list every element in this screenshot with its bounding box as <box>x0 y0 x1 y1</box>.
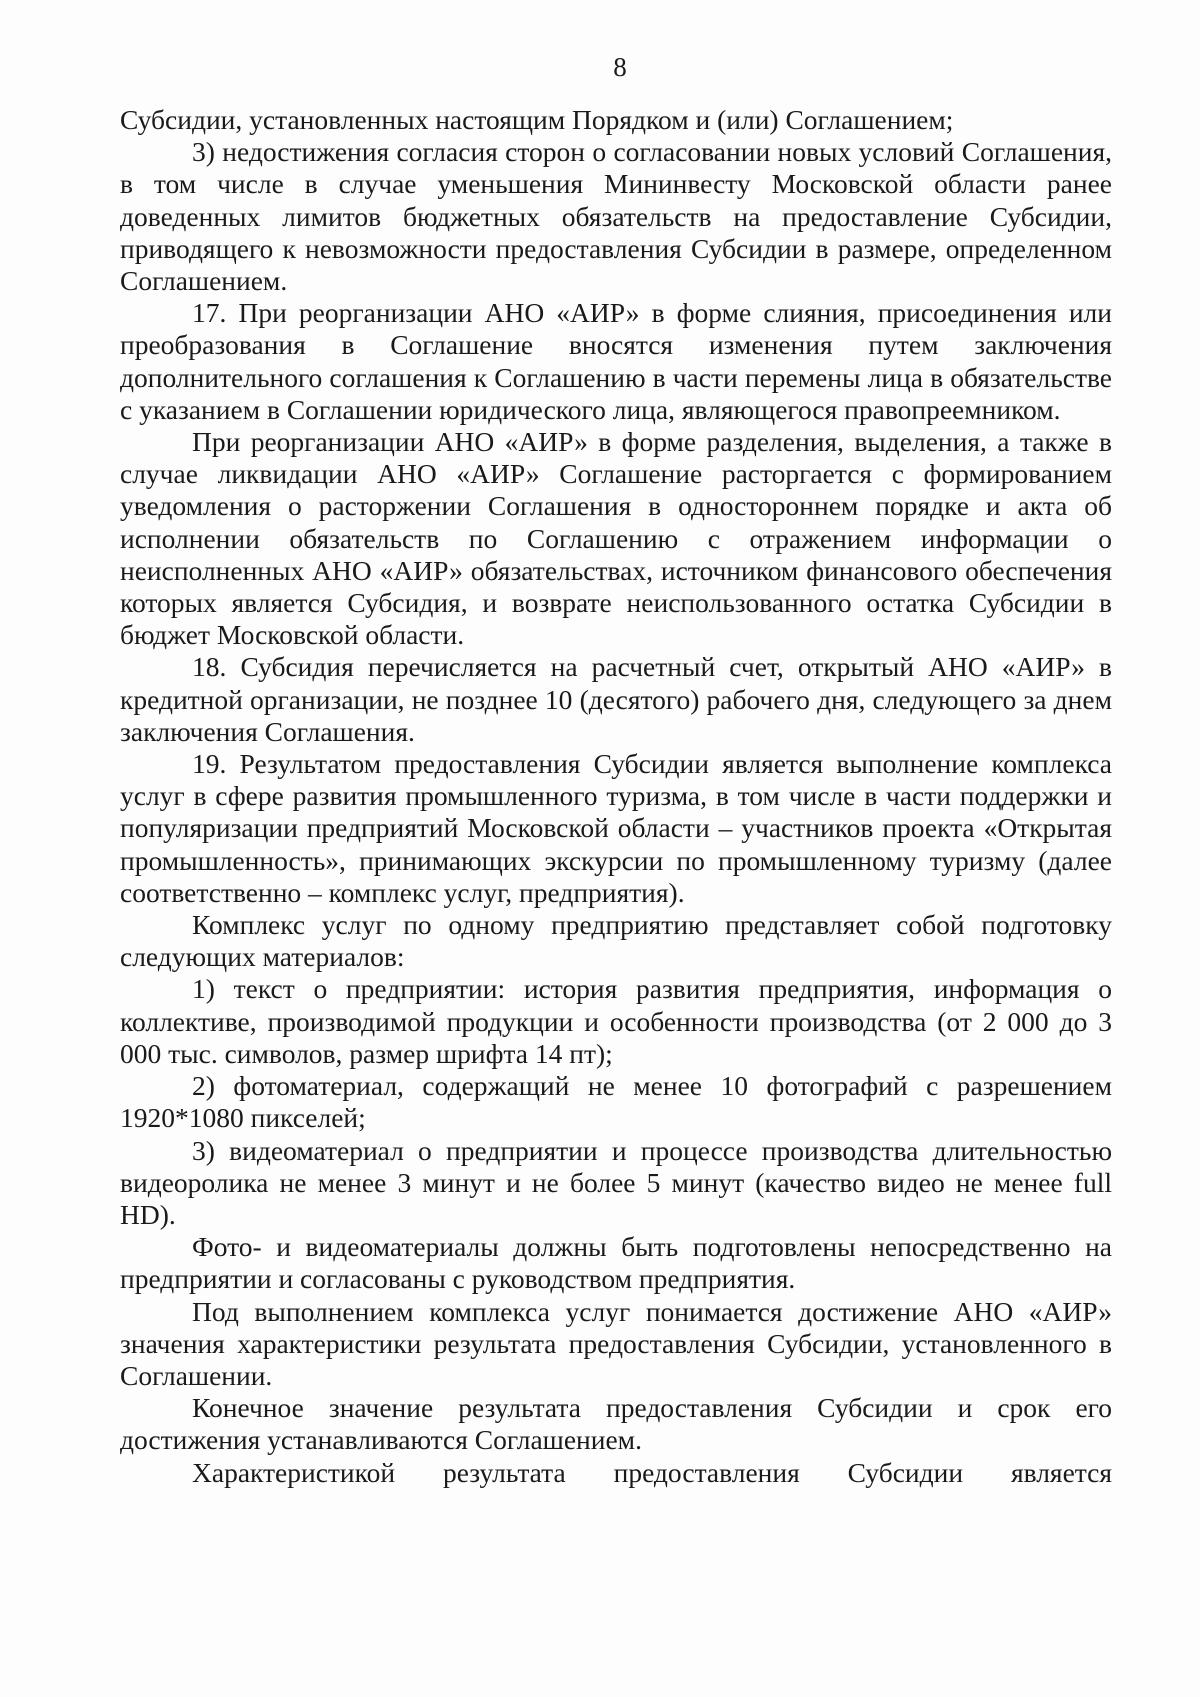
document-body <box>120 104 1112 1489</box>
page-number: 8 <box>613 52 627 82</box>
paragraph-reorganization: При реорганизации АНО «АИР» в форме разделения, выделения, а также в случае ликвидации АНО «АИР» Соглашение расторгается с формированием уведомления о расторжении Соглашения в одностороннем порядке и акта об исполнении обязательств по Соглашению с отражением информации о неисполненных АНО «АИР» обязательствах, источником финансового обеспечения которых является Субсидия, и возврате неиспользованного остатка Субсидии в бюджет Московской области. <box>120 426 1112 651</box>
paragraph-clause-18: 18. Субсидия перечисляется на расчетный счет, открытый АНО «АИР» в кредитной организации, не позднее 10 (десятого) рабочего дня, следующего за днем заключения Соглашения. <box>120 651 1112 747</box>
paragraph-item-3: 3) недостижения согласия сторон о согласовании новых условий Соглашения, в том числе в случае уменьшения Мининвесту Московской области ранее доведенных лимитов бюджетных обязательств на предоставление Субсидии, приводящего к невозможности предоставления Субсидии в размере, определенном Соглашением. <box>120 136 1112 297</box>
paragraph-services-complex: Комплекс услуг по одному предприятию представляет собой подготовку следующих материалов: <box>120 909 1112 973</box>
paragraph-clause-19: 19. Результатом предоставления Субсидии является выполнение комплекса услуг в сфере развития промышленного туризма, в том числе в части поддержки и популяризации предприятий Московской области – участников проекта «Открытая промышленность», принимающих экскурсии по промышленному туризму (далее соответственно – комплекс услуг, предприятия). <box>120 748 1112 908</box>
paragraph-final-value: Конечное значение результата предоставления Субсидии и срок его достижения устанавливаются Соглашением. <box>120 1392 1112 1456</box>
paragraph-item-video: 3) видеоматериал о предприятии и процессе производства длительностью видеоролика не менее 3 минут и не более 5 минут (качество видео не менее full HD). <box>120 1134 1112 1230</box>
paragraph-item-photo: 2) фотоматериал, содержащий не менее 10 фотографий с разрешением 1920*1080 пикселей; <box>120 1070 1112 1134</box>
paragraph-completion: Под выполнением комплекса услуг понимается достижение АНО «АИР» значения характеристики результата предоставления Субсидии, установленного в Соглашении. <box>120 1295 1112 1391</box>
paragraph-clause-17: 17. При реорганизации АНО «АИР» в форме слияния, присоединения или преобразования в Соглашение вносятся изменения путем заключения дополнительного соглашения к Соглашению в части перемены лица в обязательстве с указанием в Соглашении юридического лица, являющегося правопреемником. <box>120 297 1112 425</box>
paragraph-item-text: 1) текст о предприятии: история развития предприятия, информация о коллективе, производимой продукции и особенности производства (от 2 000 до 3 000 тыс. символов, размер шрифта 14 пт); <box>120 973 1112 1069</box>
paragraph-continuation: Субсидии, установленных настоящим Порядком и (или) Соглашением; <box>120 104 954 135</box>
paragraph-characteristic: Характеристикой результата предоставления Субсидии является <box>192 1456 1112 1488</box>
paragraph-photo-video: Фото- и видеоматериалы должны быть подготовлены непосредственно на предприятии и согласованы с руководством предприятия. <box>120 1231 1112 1295</box>
